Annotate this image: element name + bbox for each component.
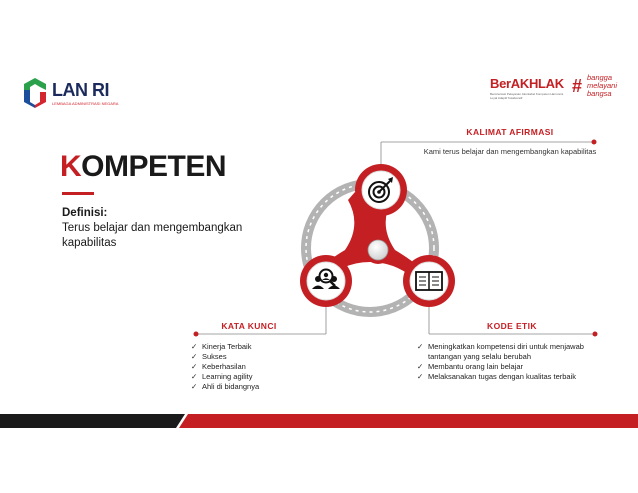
check-icon: ✓ bbox=[191, 342, 198, 351]
kalimat-afirmasi-text: Kami terus belajar dan mengembangkan kapabilitas bbox=[423, 147, 597, 156]
footer-bar bbox=[0, 414, 638, 428]
title-rest: OMPETEN bbox=[81, 150, 227, 183]
list-item: ✓ Learning agility bbox=[191, 372, 253, 381]
list-item: ✓ Ahli di bidangnya bbox=[191, 382, 260, 391]
list-item: ✓ Sukses bbox=[191, 352, 227, 361]
check-icon: ✓ bbox=[191, 372, 198, 381]
node-target bbox=[355, 164, 407, 216]
check-icon: ✓ bbox=[417, 362, 424, 371]
kode-etik-list bbox=[417, 342, 602, 382]
check-icon: ✓ bbox=[417, 342, 424, 351]
tagline-line-2: melayani bbox=[587, 81, 618, 90]
node-people bbox=[300, 255, 352, 307]
hashtag-icon: # bbox=[572, 76, 583, 96]
definition-label: Definisi: bbox=[62, 207, 108, 219]
kode-etik-heading: KODE ETIK bbox=[487, 321, 537, 331]
kalimat-afirmasi-heading: KALIMAT AFIRMASI bbox=[466, 127, 554, 137]
node-book bbox=[403, 255, 455, 307]
check-icon: ✓ bbox=[191, 352, 198, 361]
kata-kunci-heading: KATA KUNCI bbox=[221, 321, 277, 331]
title-first-letter: K bbox=[60, 150, 82, 183]
check-icon: ✓ bbox=[191, 382, 198, 391]
hub-inner bbox=[368, 240, 388, 260]
list-item: ✓ Membantu orang lain belajar bbox=[417, 362, 524, 371]
berakhlak-subtitle: Berorientasi Pelayanan Akuntabel Kompeten Harmonis Loyal Adaptif Kolaboratif bbox=[490, 92, 564, 100]
list-item: ✓ Meningkatkan kompetensi diri untuk menjawab tantangan yang selalu berubah bbox=[417, 342, 584, 361]
berakhlak-text: BerAKHLAK bbox=[490, 76, 564, 91]
list-item: ✓ Keberhasilan bbox=[191, 362, 246, 371]
definition-text: Terus belajar dan mengembangkan kapabilitas bbox=[62, 222, 243, 249]
lan-logo-text: LAN RI bbox=[52, 80, 109, 100]
check-icon: ✓ bbox=[191, 362, 198, 371]
tagline-line-1: bangga bbox=[587, 73, 613, 82]
kata-kunci-list bbox=[191, 342, 321, 392]
list-item: ✓ Melaksanakan tugas dengan kualitas terbaik bbox=[417, 372, 577, 381]
tagline-line-3: bangsa bbox=[587, 89, 612, 98]
check-icon: ✓ bbox=[417, 372, 424, 381]
list-item: ✓ Kinerja Terbaik bbox=[191, 342, 252, 351]
lan-logo-subtitle: LEMBAGA ADMINISTRASI NEGARA bbox=[52, 101, 119, 106]
